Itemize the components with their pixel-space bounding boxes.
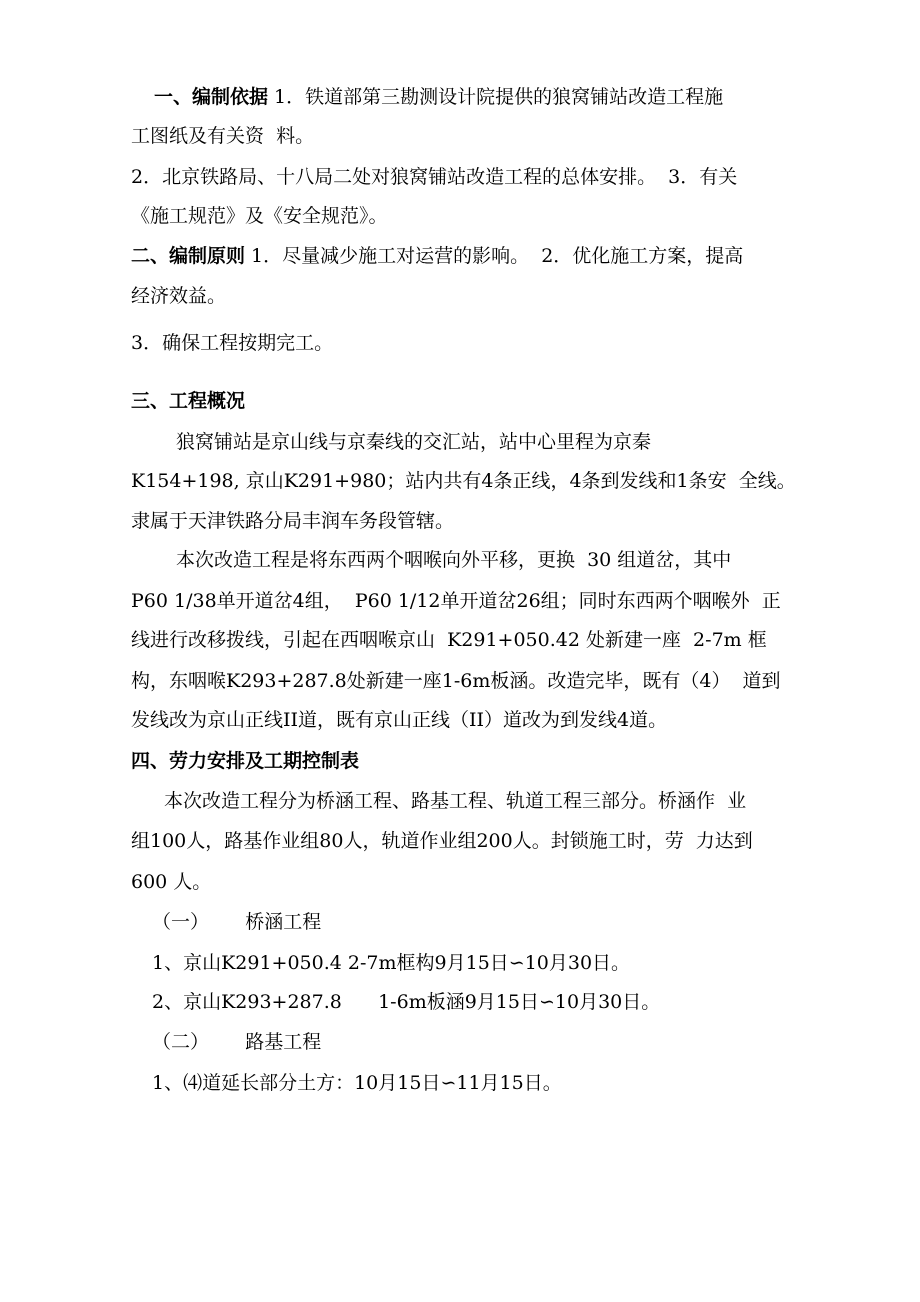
section-1-line-1 [154,85,723,109]
subsection-bridge-culvert: （一） 桥涵工程 [152,911,322,933]
section-1-heading: 一、编制依据 [154,86,269,108]
section-4-heading: 四、劳力安排及工期控制表 [131,750,360,772]
section-2-line-3: 3．确保工程按期完工。 [131,332,334,354]
section-3-heading: 三、工程概况 [131,390,246,412]
section-2-line-2: 经济效益。 [131,285,227,307]
section-2-line-1 [131,244,743,268]
section-1-line-3: 2．北京铁路局、十八局二处对狼窝铺站改造工程的总体安排。 3．有关 [131,166,738,188]
overview-para-2-line-3: 线进行改移拨线，引起在西咽喉京山 K291+050.42 处新建一座 2-7m 框 [131,629,767,651]
overview-para-1-line-1: 狼窝铺站是京山线与京秦线的交汇站，站中心里程为京秦 [176,431,652,453]
labor-para-line-2: 组100人，路基作业组80人，轨道作业组200人。封锁施工时，劳 力达到 [131,830,753,852]
overview-para-1-line-2: K154+198, 京山K291+980；站内共有4条正线，4条到发线和1条安 全线。 [131,470,796,492]
overview-para-2-line-2: P60 1/38单开道岔4组， P60 1/12单开道岔26组；同时东西两个咽喉外 正 [131,590,781,612]
schedule-item-3: 1、⑷道延长部分土方：10月15日∽11月15日。 [152,1072,562,1094]
section-1-line-2: 工图纸及有关资 料。 [131,125,315,147]
overview-para-2-line-4: 构，东咽喉K293+287.8处新建一座1-6m板涵。改造完毕，既有（4） 道到 [131,670,781,692]
overview-para-2-line-1: 本次改造工程是将东西两个咽喉向外平移，更换 30 组道岔，其中 [176,549,732,571]
section-1-text: 1．铁道部第三勘测设计院提供的狼窝铺站改造工程施 [268,86,724,108]
overview-para-1-line-3: 隶属于天津铁路分局丰润车务段管辖。 [131,510,455,532]
section-2-text: 1．尽量减少施工对运营的影响。 2．优化施工方案，提高 [245,245,744,267]
schedule-item-1: 1、京山K291+050.4 2-7m框构9月15日∽10月30日。 [152,952,631,974]
labor-para-line-3: 600 人。 [131,871,212,893]
section-2-heading: 二、编制原则 [131,245,246,267]
labor-para-line-1: 本次改造工程分为桥涵工程、路基工程、轨道工程三部分。桥涵作 业 [164,790,747,812]
section-1-line-4: 《施工规范》及《安全规范》。 [131,205,388,227]
overview-para-2-line-5: 发线改为京山正线II道，既有京山正线（II）道改为到发线4道。 [131,709,668,731]
subsection-subgrade: （二） 路基工程 [152,1031,322,1053]
schedule-item-2: 2、京山K293+287.8 1-6m板涵9月15日∽10月30日。 [152,991,661,1013]
